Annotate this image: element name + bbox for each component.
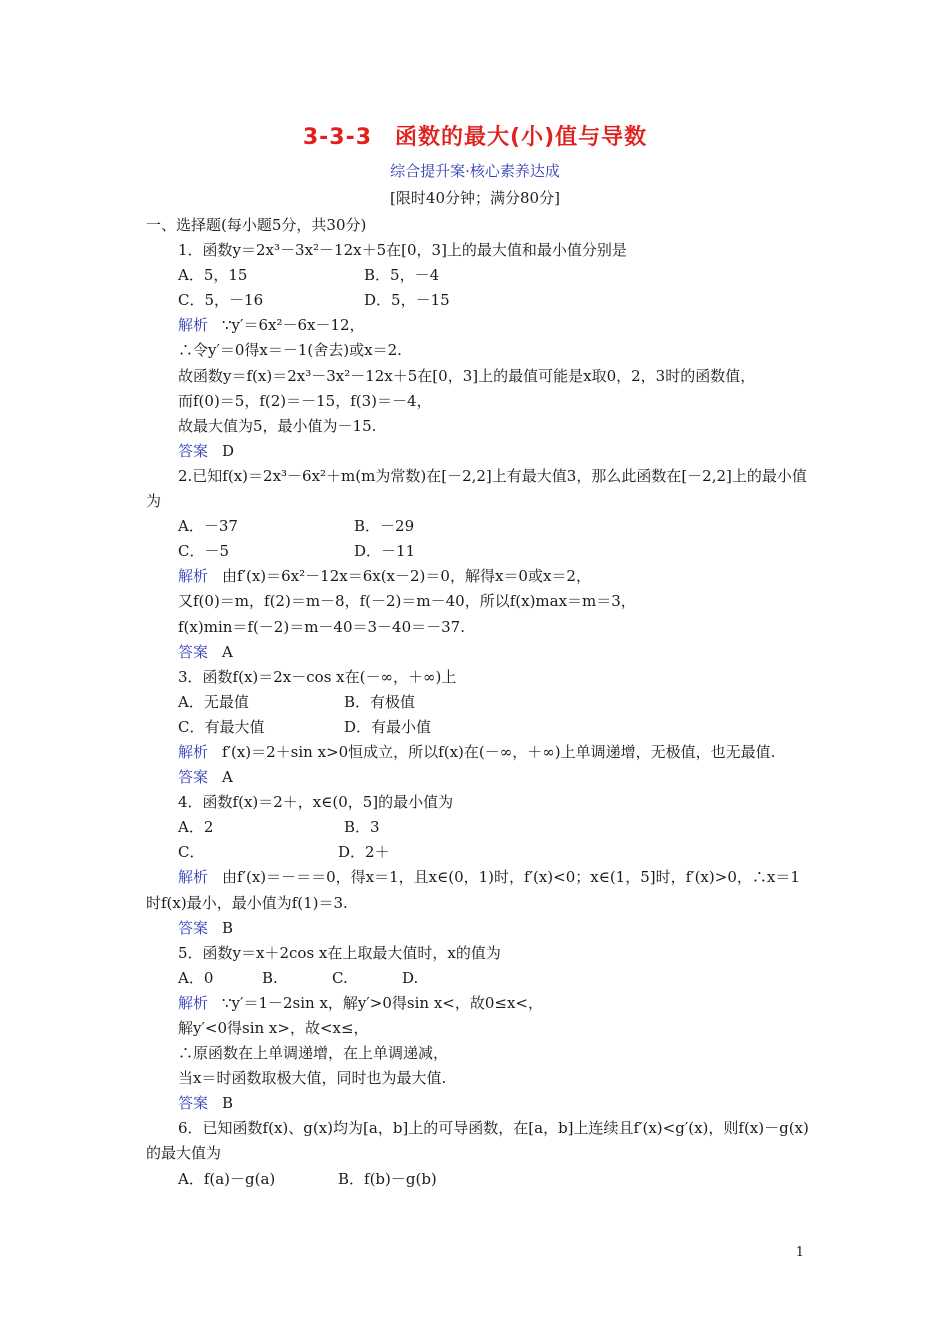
answer-label: 答案 — [178, 918, 209, 937]
option-c: C．5，－16 — [178, 291, 264, 310]
question-1-options-row-2 — [146, 288, 810, 313]
question-3-options-row-1 — [146, 690, 810, 715]
document-body — [146, 213, 810, 1192]
answer-label: 答案 — [178, 441, 209, 460]
question-5-analysis-line: 解析 ∵y′＝1－2sin x，解y′>0得sin x<，故0≤x<， — [178, 993, 543, 1012]
question-4-answer — [146, 916, 810, 941]
subtitle: 综合提升案·核心素养达成 — [390, 162, 560, 180]
page-number: 1 — [795, 1245, 804, 1260]
question-1-stem: 1．函数y＝2x³－3x²－12x＋5在[0，3]上的最大值和最小值分别是 — [178, 241, 627, 260]
question-2-analysis-line: f(x)min＝f(－2)＝m－40＝3－40＝－37. — [178, 617, 465, 636]
answer-value: B — [222, 918, 234, 937]
question-5-analysis-line: 解y′<0得sin x>，故<x≤， — [178, 1019, 369, 1037]
question-2-options-row-1 — [146, 514, 810, 539]
question-4-stem: 4．函数f(x)＝2＋，x∈(0，5]的最小值为 — [178, 793, 454, 812]
option-b: B. — [262, 968, 278, 987]
option-c: C． — [178, 843, 205, 862]
question-1-analysis-line: 解析 ∵y′＝6x²－6x－12， — [178, 316, 365, 335]
question-4-options-row-2 — [146, 840, 810, 865]
question-6-stem: 6．已知函数f(x)、g(x)均为[a，b]上的可导函数，在[a，b]上连续且f′(x)<g′(x)，则f(x)－g(x)的最大值为 — [146, 1119, 809, 1163]
question-1-options-row-1 — [146, 263, 810, 288]
option-b: B．3 — [344, 818, 380, 837]
question-6-options-row — [146, 1167, 810, 1192]
question-3-stem: 3．函数f(x)＝2x－cos x在(－∞，＋∞)上 — [178, 667, 457, 686]
option-b: B．有极值 — [344, 692, 416, 711]
question-5-stem: 5．函数y＝x＋2cos x在上取最大值时，x的值为 — [178, 943, 501, 962]
answer-value: B — [222, 1094, 234, 1113]
option-a: A．2 — [178, 818, 214, 837]
option-d: D．5，－15 — [364, 291, 450, 310]
question-5-analysis-line: 当x＝时函数取极大值，同时也为最大值. — [178, 1069, 447, 1088]
option-c: C．－5 — [178, 542, 230, 561]
option-c: C. — [332, 968, 348, 987]
option-a: A．f(a)－g(a) — [178, 1169, 276, 1188]
option-a: A．无最值 — [178, 692, 249, 711]
question-2-options-row-2 — [146, 539, 810, 564]
question-2-analysis-line: 又f(0)＝m，f(2)＝m－8，f(－2)＝m－40，所以f(x)max＝m＝3， — [178, 592, 636, 611]
page-title: 3-3-3 函数的最大(小)值与导数 — [302, 125, 648, 150]
analysis-label: 解析 — [178, 868, 209, 887]
question-1-answer — [146, 439, 810, 464]
option-c: C．有最大值 — [178, 717, 265, 736]
time-limit: [限时40分钟；满分80分] — [390, 189, 560, 207]
question-2-stem: 2.已知f(x)＝2x³－6x²＋m(m为常数)在[－2,2]上有最大值3，那么此函数在[－2,2]上的最小值为 — [146, 466, 807, 511]
analysis-label: 解析 — [178, 316, 209, 335]
analysis-label: 解析 — [178, 742, 209, 761]
question-2-answer — [146, 640, 810, 665]
question-3-answer — [146, 765, 810, 790]
question-3-analysis: 解析 f′(x)＝2＋sin x>0恒成立，所以f(x)在(－∞，＋∞)上单调递增，无极值，也无最值. — [178, 742, 776, 761]
question-1-analysis-line: 而f(0)＝5，f(2)＝－15，f(3)＝－4， — [178, 391, 432, 410]
option-d: D．2＋ — [338, 843, 390, 862]
question-3-options-row-2 — [146, 715, 810, 740]
option-a: A．5，15 — [178, 266, 248, 285]
option-a: A．0 — [178, 968, 214, 987]
question-2-analysis-line: 解析 由f′(x)＝6x²－12x＝6x(x－2)＝0，解得x＝0或x＝2， — [178, 567, 591, 586]
section-heading: 一、选择题(每小题5分，共30分) — [146, 216, 367, 234]
question-4-options-row-1 — [146, 815, 810, 840]
answer-value: A — [222, 642, 233, 661]
option-d: D. — [402, 968, 419, 987]
option-d: D．－11 — [354, 542, 416, 561]
answer-label: 答案 — [178, 1094, 209, 1113]
question-1-analysis-line: 故函数y＝f(x)＝2x³－3x²－12x＋5在[0，3]上的最值可能是x取0，2，3时的函数值， — [178, 366, 756, 385]
option-d: D．有最小值 — [344, 717, 432, 736]
question-1-analysis-line: ∴令y′＝0得x＝－1(舍去)或x＝2. — [178, 341, 402, 360]
answer-label: 答案 — [178, 768, 209, 787]
question-5-options-row — [146, 966, 810, 991]
answer-label: 答案 — [178, 642, 209, 661]
option-b: B．f(b)－g(b) — [338, 1169, 437, 1188]
option-a: A．－37 — [178, 517, 238, 536]
question-5-analysis-line: ∴原函数在上单调递增，在上单调递减， — [178, 1044, 449, 1063]
analysis-label: 解析 — [178, 993, 209, 1012]
question-5-answer — [146, 1091, 810, 1116]
option-b: B．5，－4 — [364, 266, 440, 285]
analysis-label: 解析 — [178, 567, 209, 586]
answer-value: D — [222, 441, 235, 460]
answer-value: A — [222, 768, 233, 787]
question-1-analysis-line: 故最大值为5，最小值为－15. — [178, 416, 377, 435]
question-4-analysis: 解析 由f′(x)＝－＝＝0，得x＝1，且x∈(0，1)时，f′(x)<0；x∈(1，5]时，f′(x)>0，∴x＝1时f(x)最小，最小值为f(1)＝3. — [146, 868, 800, 912]
option-b: B．－29 — [354, 517, 415, 536]
